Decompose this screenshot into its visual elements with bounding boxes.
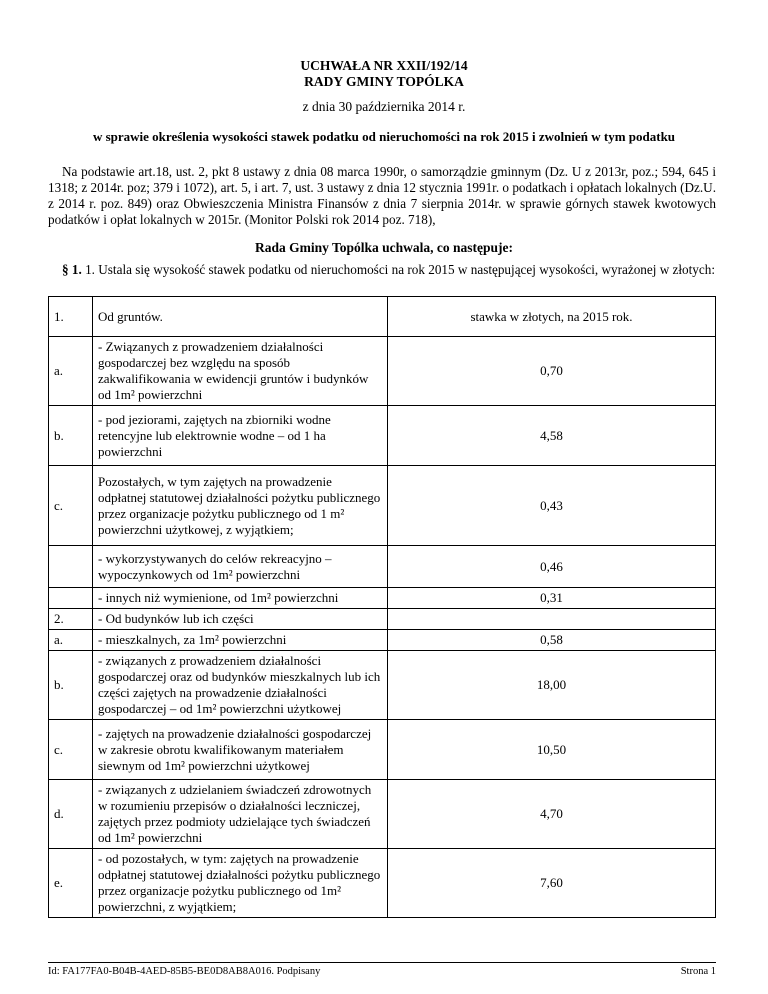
document-date: z dnia 30 października 2014 r.	[302, 99, 466, 114]
row-number: a.	[49, 630, 93, 651]
row-number: d.	[49, 780, 93, 849]
preamble: Na podstawie art.18, ust. 2, pkt 8 ustawy z dnia 08 marca 1990r, o samorządzie gminnym (Dz. U z 2013r, poz.; 594, 645 i 1318; z 2014r. poz; 379 i 1072), art. 5, i art. 7, ust. 3 ustawy z dnia 12 stycznia 1991r. o podatkach i opłatach lokalnych (Dz.U. z 2014 r. poz. 849) oraz Obwieszczenia Ministra Finansów z dnia 7 sierpnia 2014r. w sprawie górnych stawek kwotowych podatków i opłat lokalnych w 2015r. (Monitor Polski rok 2014 poz. 718),	[48, 164, 716, 227]
row-description: Od gruntów.	[93, 297, 388, 337]
row-rate: stawka w złotych, na 2015 rok.	[388, 297, 716, 337]
row-number	[49, 588, 93, 609]
document-title-line1: UCHWAŁA NR XXII/192/14	[300, 58, 468, 73]
row-rate	[388, 609, 716, 630]
section-mark: § 1.	[62, 262, 82, 277]
table-row	[49, 546, 716, 588]
row-description: - wykorzystywanych do celów rekreacyjno – wypoczynkowych od 1m² powierzchni	[93, 546, 388, 588]
table-row	[49, 406, 716, 466]
paragraph-1	[48, 262, 716, 278]
row-rate: 7,60	[388, 849, 716, 918]
row-number	[49, 546, 93, 588]
row-rate: 0,43	[388, 466, 716, 546]
table-row	[49, 780, 716, 849]
row-description: - Od budynków lub ich części	[93, 609, 388, 630]
tax-rates-table	[48, 296, 716, 918]
row-rate: 0,46	[388, 546, 716, 588]
page-number: Strona 1	[680, 966, 716, 977]
row-description: - związanych z udzielaniem świadczeń zdrowotnych w rozumieniu przepisów o działalności leczniczej, zajętych przez podmioty udzielające tych świadczeń od 1m² powierzchni	[93, 780, 388, 849]
row-rate: 0,58	[388, 630, 716, 651]
table-row	[49, 588, 716, 609]
row-rate: 4,58	[388, 406, 716, 466]
row-number: b.	[49, 406, 93, 466]
row-number: b.	[49, 651, 93, 720]
row-rate: 0,31	[388, 588, 716, 609]
document-subject: w sprawie określenia wysokości stawek podatku od nieruchomości na rok 2015 i zwolnień w tym podatku	[92, 129, 676, 144]
table-row	[49, 630, 716, 651]
row-description: - zajętych na prowadzenie działalności gospodarczej w zakresie obrotu kwalifikowanym materiałem siewnym od 1m² powierzchni użytkowej	[93, 720, 388, 780]
table-row	[49, 849, 716, 918]
row-description: - związanych z prowadzeniem działalności gospodarczej oraz od budynków mieszkalnych lub ich części zajętych na prowadzenie działalności gospodarczej – od 1m² powierzchni użytkowej	[93, 651, 388, 720]
table-row	[49, 466, 716, 546]
row-description: - pod jeziorami, zajętych na zbiorniki wodne retencyjne lub elektrownie wodne – od 1 ha powierzchni	[93, 406, 388, 466]
table-row	[49, 609, 716, 630]
row-number: a.	[49, 337, 93, 406]
row-number: c.	[49, 720, 93, 780]
table-row	[49, 651, 716, 720]
row-number: 2.	[49, 609, 93, 630]
table-row	[49, 337, 716, 406]
row-number: 1.	[49, 297, 93, 337]
row-number: e.	[49, 849, 93, 918]
resolution-line: Rada Gminy Topólka uchwala, co następuje:	[254, 240, 514, 255]
footer-divider	[48, 962, 716, 963]
row-description: Pozostałych, w tym zajętych na prowadzenie odpłatnej statutowej działalności pożytku publicznego przez organizacje pożytku publicznego od 1 m² powierzchni użytkowej, z wyjątkiem;	[93, 466, 388, 546]
row-rate: 4,70	[388, 780, 716, 849]
table-row	[49, 720, 716, 780]
paragraph-1-text: 1. Ustala się wysokość stawek podatku od nieruchomości na rok 2015 w następującej wysokości, wyrażonej w złotych:	[85, 262, 716, 277]
row-description: - innych niż wymienione, od 1m² powierzchni	[93, 588, 388, 609]
row-rate: 18,00	[388, 651, 716, 720]
row-description: - mieszkalnych, za 1m² powierzchni	[93, 630, 388, 651]
document-id: Id: FA177FA0-B04B-4AED-85B5-BE0D8AB8A016. Podpisany	[48, 966, 321, 977]
document-title-line2: RADY GMINY TOPÓLKA	[304, 74, 464, 89]
row-number: c.	[49, 466, 93, 546]
row-description: - Związanych z prowadzeniem działalności gospodarczej bez względu na sposób zakwalifikowania w ewidencji gruntów i budynków od 1m² powierzchni	[93, 337, 388, 406]
row-rate: 10,50	[388, 720, 716, 780]
row-description: - od pozostałych, w tym: zajętych na prowadzenie odpłatnej statutowej działalności pożytku publicznego przez organizacje pożytku publicznego od 1m² powierzchni, z wyjątkiem;	[93, 849, 388, 918]
row-rate: 0,70	[388, 337, 716, 406]
table-row	[49, 297, 716, 337]
